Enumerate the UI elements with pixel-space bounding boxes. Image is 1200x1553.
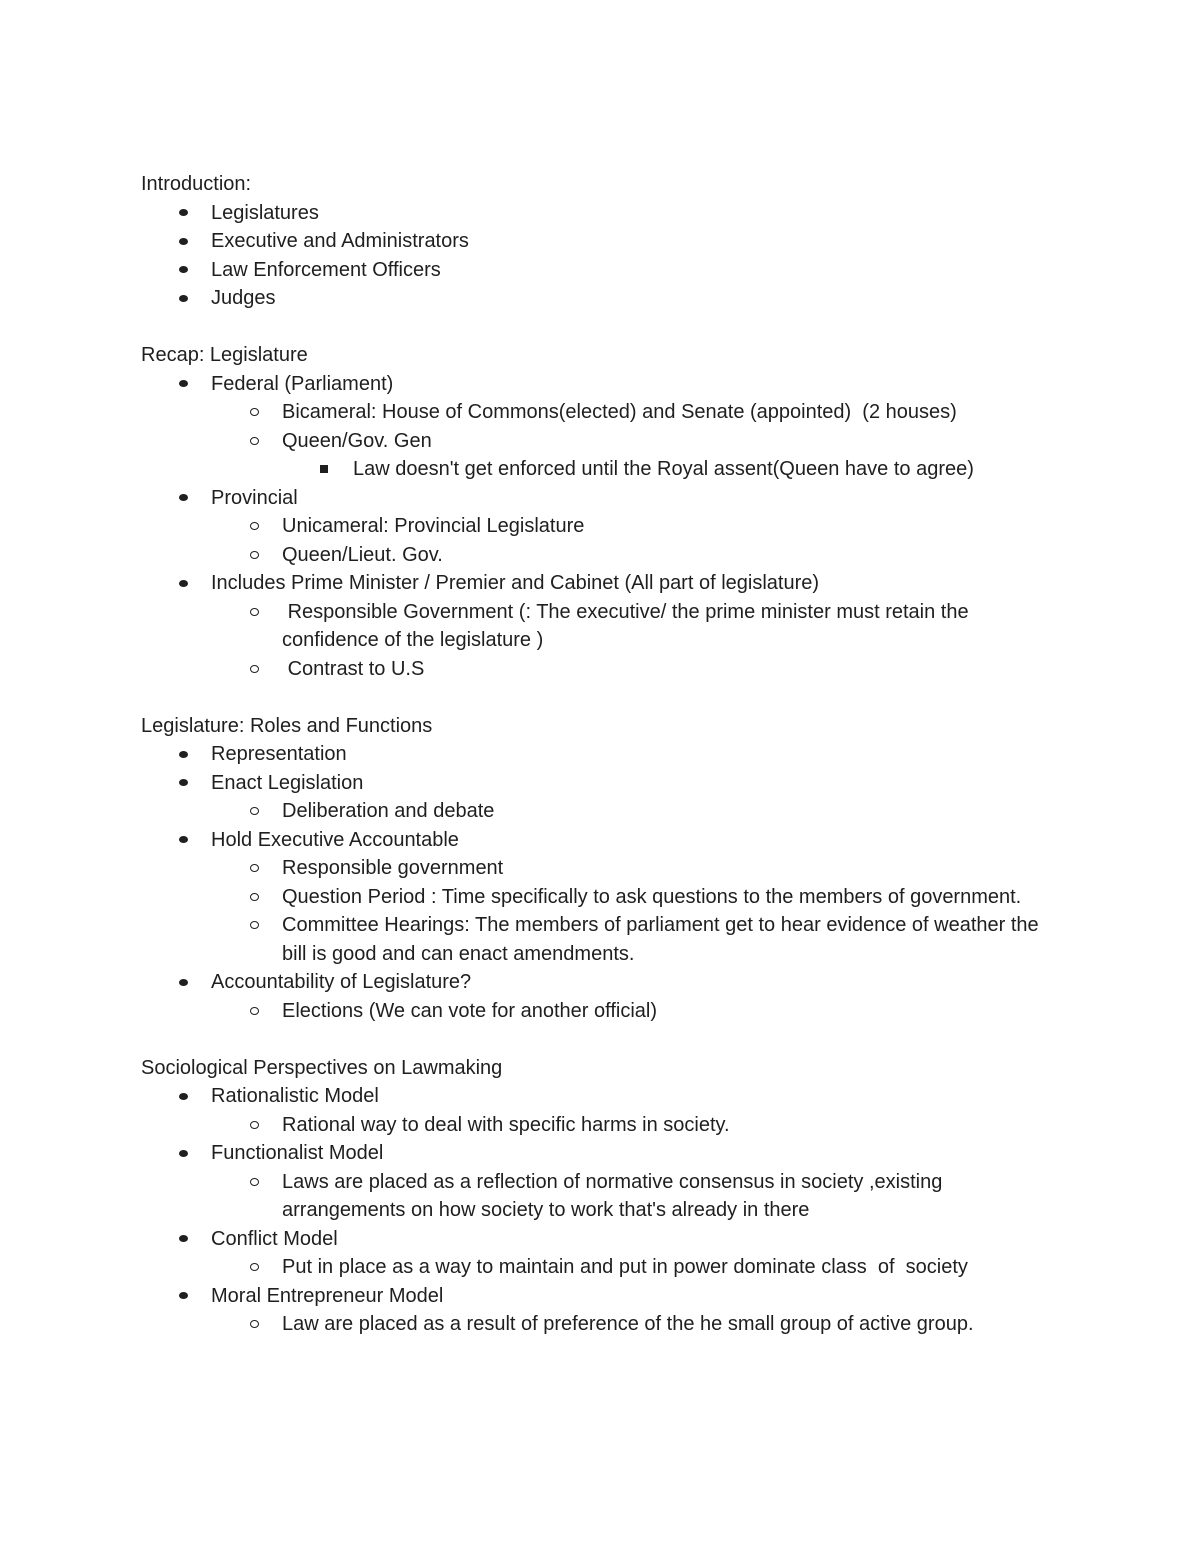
bullet-list xyxy=(141,740,1045,1025)
circle-bullet-icon xyxy=(248,911,260,940)
bullet-list xyxy=(141,199,1041,313)
disc-bullet-icon xyxy=(177,1282,189,1311)
circle-bullet-icon xyxy=(248,1168,260,1197)
circle-bullet-icon xyxy=(248,541,260,570)
section-heading: Introduction: xyxy=(141,173,252,195)
list-item: Legislatures xyxy=(141,199,1041,228)
circle-bullet-icon xyxy=(248,512,260,541)
disc-bullet-icon xyxy=(177,199,189,228)
bullet-list xyxy=(141,1082,1041,1339)
list-item: Includes Prime Minister / Premier and Cabinet (All part of legislature) xyxy=(141,569,1041,598)
disc-bullet-icon xyxy=(177,1225,189,1254)
circle-bullet-icon xyxy=(248,398,260,427)
list-item: Queen/Lieut. Gov. xyxy=(141,541,1041,570)
section-sociological-perspectives xyxy=(141,1054,1041,1339)
disc-bullet-icon xyxy=(177,740,189,769)
list-item: Bicameral: House of Commons(elected) and Senate (appointed) (2 houses) xyxy=(141,398,1041,427)
list-item: Laws are placed as a reflection of normative consensus in society ,existing arrangements on how society to work that's already in there xyxy=(141,1168,1041,1225)
circle-bullet-icon xyxy=(248,883,260,912)
disc-bullet-icon xyxy=(177,826,189,855)
list-item: Responsible government xyxy=(141,854,1041,883)
list-item: Judges xyxy=(141,284,1041,313)
list-item: Moral Entrepreneur Model xyxy=(141,1282,1041,1311)
list-item: Contrast to U.S xyxy=(141,655,1041,684)
circle-bullet-icon xyxy=(248,655,260,684)
circle-bullet-icon xyxy=(248,854,260,883)
disc-bullet-icon xyxy=(177,484,189,513)
section-heading: Legislature: Roles and Functions xyxy=(141,714,433,737)
bullet-list xyxy=(141,370,1041,684)
list-item: Rational way to deal with specific harms in society. xyxy=(141,1111,1041,1140)
disc-bullet-icon xyxy=(177,256,189,285)
list-item: Law Enforcement Officers xyxy=(141,256,1041,285)
list-item: Elections (We can vote for another official) xyxy=(141,997,1041,1026)
list-item: Accountability of Legislature? xyxy=(141,968,1041,997)
circle-bullet-icon xyxy=(248,598,260,627)
circle-bullet-icon xyxy=(248,797,260,826)
list-item: Committee Hearings: The members of parliament get to hear evidence of weather the bill is good and can enact amendments. xyxy=(141,911,1041,968)
list-item: Rationalistic Model xyxy=(141,1082,1041,1111)
list-item: Conflict Model xyxy=(141,1225,1041,1254)
list-item: Responsible Government (: The executive/ the prime minister must retain the confidence of the legislature ) xyxy=(141,598,1041,655)
list-item: Functionalist Model xyxy=(141,1139,1041,1168)
section-roles-functions xyxy=(141,712,1045,1026)
list-item: Law doesn't get enforced until the Royal assent(Queen have to agree) xyxy=(141,455,1041,484)
disc-bullet-icon xyxy=(177,227,189,256)
circle-bullet-icon xyxy=(248,997,260,1026)
disc-bullet-icon xyxy=(177,370,189,399)
circle-bullet-icon xyxy=(248,427,260,456)
list-item: Law are placed as a result of preference of the he small group of active group. xyxy=(141,1310,1041,1339)
disc-bullet-icon xyxy=(177,968,189,997)
circle-bullet-icon xyxy=(248,1253,260,1282)
list-item: Executive and Administrators xyxy=(141,227,1041,256)
circle-bullet-icon xyxy=(248,1310,260,1339)
disc-bullet-icon xyxy=(177,1139,189,1168)
list-item: Queen/Gov. Gen xyxy=(141,427,1041,456)
list-item: Unicameral: Provincial Legislature xyxy=(141,512,1041,541)
section-heading: Sociological Perspectives on Lawmaking xyxy=(141,1056,503,1079)
section-introduction xyxy=(141,170,1041,313)
list-item: Hold Executive Accountable xyxy=(141,826,1041,855)
section-heading: Recap: Legislature xyxy=(141,344,308,366)
list-item: Put in place as a way to maintain and put in power dominate class of society xyxy=(141,1253,1041,1282)
disc-bullet-icon xyxy=(177,769,189,798)
disc-bullet-icon xyxy=(177,569,189,598)
list-item: Deliberation and debate xyxy=(141,797,1041,826)
list-item: Federal (Parliament) xyxy=(141,370,1041,399)
list-item: Representation xyxy=(141,740,1041,769)
disc-bullet-icon xyxy=(177,284,189,313)
list-item: Enact Legislation xyxy=(141,769,1041,798)
document-body xyxy=(141,170,1045,1367)
list-item: Provincial xyxy=(141,484,1041,513)
square-bullet-icon xyxy=(318,455,330,484)
section-recap-legislature xyxy=(141,341,1041,683)
circle-bullet-icon xyxy=(248,1111,260,1140)
disc-bullet-icon xyxy=(177,1082,189,1111)
list-item: Question Period : Time specifically to ask questions to the members of government. xyxy=(141,883,1041,912)
